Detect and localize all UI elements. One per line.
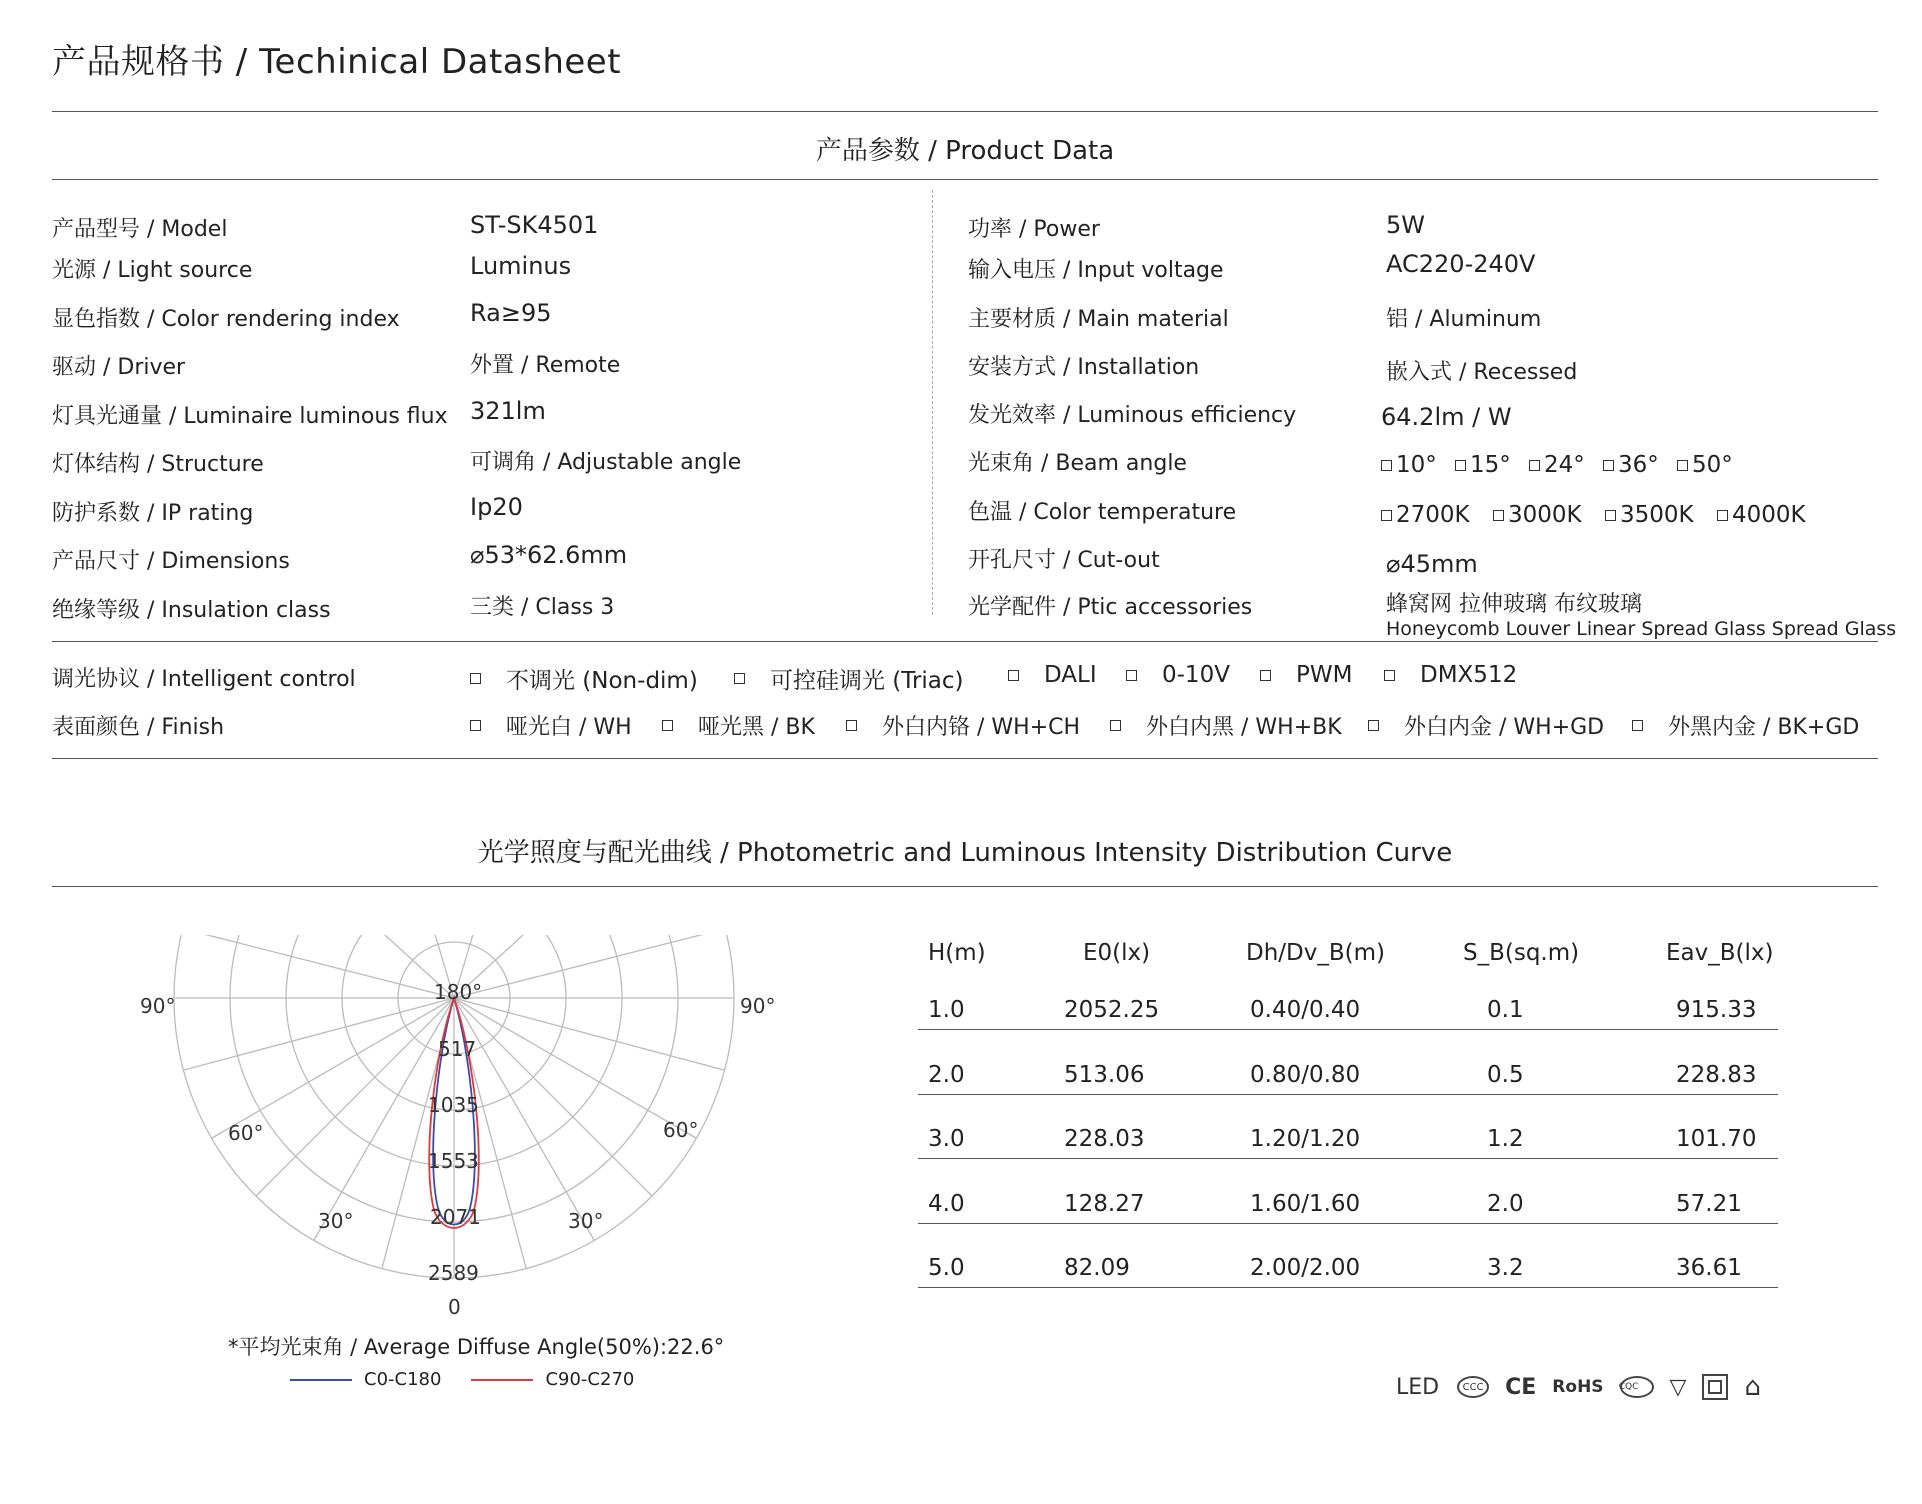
polar-intensity-diagram [120,930,800,1325]
checkbox-icon[interactable] [1126,670,1137,681]
table-row-divider [918,1094,1778,1095]
checkbox-icon[interactable] [1110,720,1121,731]
spec-label-color-temperature: 色温 / Color temperature [968,500,1237,525]
table-cell: 3.2 [1487,1255,1524,1281]
table-cell: 0.40/0.40 [1250,997,1361,1023]
spec-label-model: 产品型号 / Model [52,217,228,242]
table-row-divider [918,1287,1778,1288]
table-row-divider [918,1029,1778,1030]
finish-label: 表面颜色 / Finish [52,715,225,740]
spec-value-model: ST-SK4501 [470,211,599,239]
table-cell: 228.83 [1676,1061,1757,1088]
table-cell: 1.0 [928,997,965,1023]
spec-value-ip: Ip20 [470,493,523,521]
checkbox-icon[interactable] [662,720,673,731]
checkbox-icon[interactable] [1381,460,1392,471]
beam-option-15[interactable]: 15° [1455,452,1511,478]
control-option-0-10v[interactable]: 0-10V [1126,662,1230,688]
double-insulation-icon [1702,1374,1728,1400]
table-cell: 128.27 [1064,1190,1145,1217]
table-header-eav-b: Eav_B(lx) [1666,940,1774,966]
checkbox-icon[interactable] [1368,720,1379,731]
table-row-divider [918,1158,1778,1159]
spec-value-accessories-en: Honeycomb Louver Linear Spread Glass Spread Glass [1386,618,1897,640]
legend-swatch-red [471,1379,533,1381]
spec-label-accessories: 光学配件 / Ptic accessories [968,595,1253,620]
spec-value-luminous-flux: 321lm [470,397,546,425]
spec-label-luminous-flux: 灯具光通量 / Luminaire luminous flux [52,404,448,429]
spec-label-cut-out: 开孔尺寸 / Cut-out [968,548,1160,573]
table-cell: 2.0 [928,1061,965,1088]
spec-label-driver: 驱动 / Driver [52,355,186,380]
polar-legend [290,1369,634,1390]
table-cell: 5.0 [928,1255,965,1281]
f-mark-icon: ▽ [1669,1374,1687,1400]
table-row-divider [918,1223,1778,1224]
divider [52,111,1878,112]
finish-option-wh-bk[interactable]: 外白内黑 / WH+BK [1110,710,1342,741]
ccc-icon: CCC [1457,1376,1489,1398]
polar-radial-2071: 2071 [430,1205,481,1229]
cct-option-2700[interactable]: 2700K [1381,502,1470,528]
spec-value-cut-out: ⌀45mm [1386,550,1478,578]
table-header-s-b: S_B(sq.m) [1463,940,1580,966]
spec-value-light-source: Luminus [470,252,572,280]
table-cell: 0.80/0.80 [1250,1061,1361,1088]
polar-label-180: 180° [434,980,483,1004]
table-cell: 82.09 [1064,1255,1130,1281]
checkbox-icon[interactable] [1455,460,1466,471]
control-label: 调光协议 / Intelligent control [52,667,356,692]
spec-label-beam-angle: 光束角 / Beam angle [968,451,1187,476]
table-cell: 513.06 [1064,1061,1145,1088]
control-option-pwm[interactable]: PWM [1260,662,1352,688]
checkbox-icon[interactable] [1381,510,1392,521]
divider [52,758,1878,759]
checkbox-icon[interactable] [1384,670,1395,681]
checkbox-icon[interactable] [1493,510,1504,521]
table-cell: 2.00/2.00 [1250,1255,1361,1281]
polar-radial-2589: 2589 [428,1261,479,1285]
checkbox-icon[interactable] [1717,510,1728,521]
table-cell: 1.60/1.60 [1250,1190,1361,1217]
checkbox-icon[interactable] [470,673,481,684]
spec-value-main-material: 铝 / Aluminum [1386,307,1542,332]
table-cell: 1.2 [1487,1126,1524,1152]
polar-label-60-left: 60° [228,1121,264,1145]
spec-value-dimensions: ⌀53*62.6mm [470,541,628,569]
polar-radial-1553: 1553 [428,1149,479,1173]
table-header-e0: E0(lx) [1083,940,1151,966]
spec-value-insulation: 三类 / Class 3 [470,595,615,620]
divider [52,179,1878,180]
table-cell: 0.5 [1487,1061,1524,1088]
spec-label-input-voltage: 输入电压 / Input voltage [968,258,1224,283]
table-cell: 4.0 [928,1190,965,1217]
table-cell: 2052.25 [1064,997,1160,1023]
indoor-use-icon: ⌂ [1744,1372,1761,1402]
checkbox-icon[interactable] [1529,460,1540,471]
polar-label-30-right: 30° [568,1209,604,1233]
rohs-mark: RoHS [1552,1377,1604,1397]
spec-value-cri: Ra≥95 [470,299,552,327]
finish-option-bk[interactable]: 哑光黑 / BK [662,710,815,741]
document-title: 产品规格书 / Techinical Datasheet [52,42,622,82]
finish-option-wh[interactable]: 哑光白 / WH [470,710,632,741]
spec-label-luminous-efficiency: 发光效率 / Luminous efficiency [968,403,1297,428]
checkbox-icon[interactable] [1632,720,1643,731]
cct-option-3000[interactable]: 3000K [1493,502,1582,528]
spec-label-installation: 安装方式 / Installation [968,355,1200,380]
finish-option-wh-ch[interactable]: 外白内铬 / WH+CH [846,710,1080,741]
column-separator [932,190,933,615]
table-cell: 0.1 [1487,997,1524,1023]
table-cell: 57.21 [1676,1190,1742,1217]
checkbox-icon[interactable] [1008,670,1019,681]
legend-item-c0: C0-C180 [290,1369,441,1390]
table-cell: 36.61 [1676,1255,1742,1281]
control-option-dmx512[interactable]: DMX512 [1384,662,1517,688]
control-option-non-dim[interactable]: 不调光 (Non-dim) [470,662,698,695]
cct-option-3500[interactable]: 3500K [1605,502,1694,528]
spec-value-luminous-efficiency: 64.2lm / W [1381,403,1512,431]
cqc-icon: CQC [1620,1376,1654,1398]
table-cell: 3.0 [928,1126,965,1152]
table-header-h: H(m) [928,940,986,966]
spec-label-power: 功率 / Power [968,217,1100,242]
polar-radial-517: 517 [438,1037,477,1061]
table-cell: 2.0 [1487,1190,1524,1217]
led-mark: LED [1396,1374,1440,1400]
spec-value-input-voltage: AC220-240V [1386,250,1536,278]
checkbox-icon[interactable] [1677,460,1688,471]
legend-swatch-blue [290,1379,352,1381]
spec-value-accessories: 蜂窝网 拉伸玻璃 布纹玻璃 [1386,592,1642,617]
beam-option-24[interactable]: 24° [1529,452,1585,478]
spec-label-structure: 灯体结构 / Structure [52,452,264,477]
finish-option-bk-gd[interactable]: 外黑内金 / BK+GD [1632,710,1859,741]
divider [52,641,1878,642]
table-header-dh-dv: Dh/Dv_B(m) [1246,940,1385,966]
polar-label-60-right: 60° [663,1118,699,1142]
spec-value-installation: 嵌入式 / Recessed [1386,360,1578,385]
certification-marks [1396,1372,1761,1402]
spec-value-driver: 外置 / Remote [470,353,621,378]
beam-option-10[interactable]: 10° [1381,452,1437,478]
checkbox-icon[interactable] [734,673,745,684]
ce-mark: CE [1505,1374,1537,1400]
polar-label-30-left: 30° [318,1209,354,1233]
beam-option-50[interactable]: 50° [1677,452,1733,478]
polar-label-90-right: 90° [740,994,776,1018]
beam-option-36[interactable]: 36° [1603,452,1659,478]
checkbox-icon[interactable] [1603,460,1614,471]
spec-label-cri: 显色指数 / Color rendering index [52,307,400,332]
polar-radial-1035: 1035 [428,1093,479,1117]
table-cell: 101.70 [1676,1126,1757,1152]
spec-label-dimensions: 产品尺寸 / Dimensions [52,549,290,574]
finish-option-wh-gd[interactable]: 外白内金 / WH+GD [1368,710,1604,741]
cct-option-4000[interactable]: 4000K [1717,502,1806,528]
legend-item-c90: C90-C270 [471,1369,634,1390]
table-cell: 1.20/1.20 [1250,1126,1361,1152]
spec-value-power: 5W [1386,211,1425,239]
spec-label-light-source: 光源 / Light source [52,258,253,283]
divider [52,886,1878,887]
control-option-dali[interactable]: DALI [1008,662,1097,688]
photometric-heading: 光学照度与配光曲线 / Photometric and Luminous Intensity Distribution Curve [477,838,1453,868]
control-option-triac[interactable]: 可控硅调光 (Triac) [734,662,964,695]
table-cell: 228.03 [1064,1126,1145,1152]
polar-label-90-left: 90° [140,994,176,1018]
spec-label-insulation: 绝缘等级 / Insulation class [52,598,331,623]
checkbox-icon[interactable] [470,720,481,731]
checkbox-icon[interactable] [1260,670,1271,681]
checkbox-icon[interactable] [1605,510,1616,521]
spec-label-main-material: 主要材质 / Main material [968,307,1229,332]
polar-label-0: 0 [448,1295,461,1319]
spec-value-structure: 可调角 / Adjustable angle [470,450,742,475]
checkbox-icon[interactable] [846,720,857,731]
product-data-heading: 产品参数 / Product Data [815,136,1115,166]
average-diffuse-angle-note: *平均光束角 / Average Diffuse Angle(50%):22.6° [228,1335,725,1359]
spec-label-ip: 防护系数 / IP rating [52,501,254,526]
table-cell: 915.33 [1676,997,1757,1023]
